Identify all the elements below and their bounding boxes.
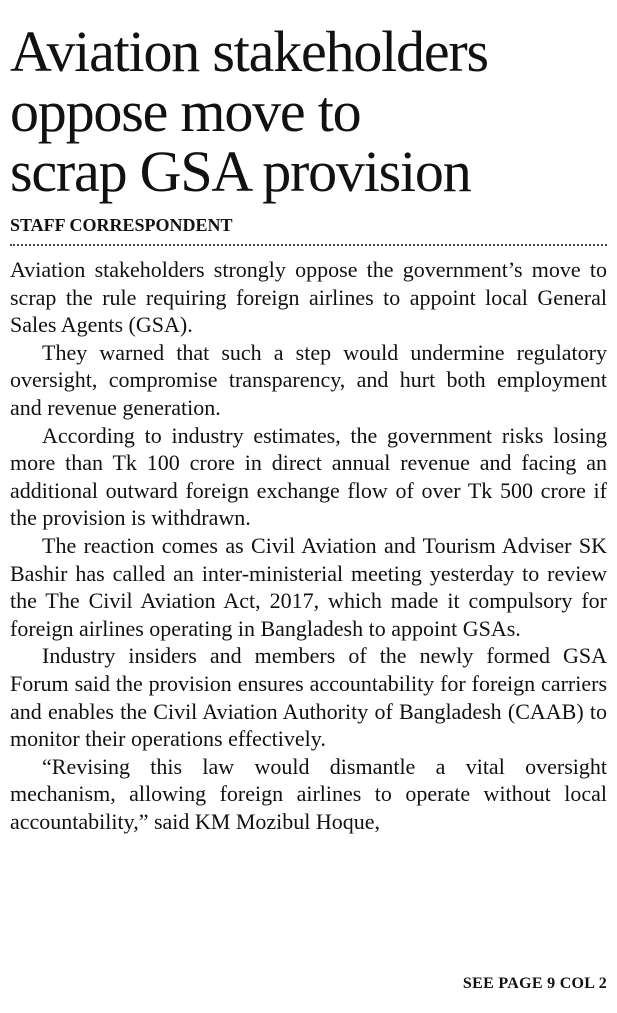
paragraph: “Revising this law would dismantle a vital oversight mechanism, allowing foreign airlines to operate without local accountability,” said KM Mozibul Hoque, [10,753,607,834]
byline: STAFF CORRESPONDENT [10,215,233,235]
continuation-reference: SEE PAGE 9 COL 2 [462,975,607,992]
article [10,0,607,835]
headline-line: Aviation stakeholders [10,19,488,84]
article-body [10,256,607,835]
headline-line: scrap GSA provision [10,139,471,204]
headline [10,0,607,202]
paragraph: According to industry estimates, the government risks losing more than Tk 100 crore in direct annual revenue and facing an additional outward foreign exchange flow of over Tk 500 crore if the provision is withdrawn. [10,422,607,531]
paragraph: Aviation stakeholders strongly oppose the government’s move to scrap the rule requiring foreign airlines to appoint local General Sales Agents (GSA). [10,257,607,338]
paragraph: Industry insiders and members of the newly formed GSA Forum said the provision ensures accountability for foreign carriers and enables the Civil Aviation Authority of Bangladesh (CAAB) to monitor their operations effectively. [10,643,607,752]
paragraph: They warned that such a step would undermine regulatory oversight, compromise transparency, and hurt both employment and revenue generation. [10,339,607,420]
headline-line: oppose move to [10,79,361,144]
dotted-divider [10,244,607,246]
paragraph: The reaction comes as Civil Aviation and Tourism Adviser SK Bashir has called an inter-ministerial meeting yesterday to review the The Civil Aviation Act, 2017, which made it compulsory for foreign airlines operating in Bangladesh to appoint GSAs. [10,532,607,641]
